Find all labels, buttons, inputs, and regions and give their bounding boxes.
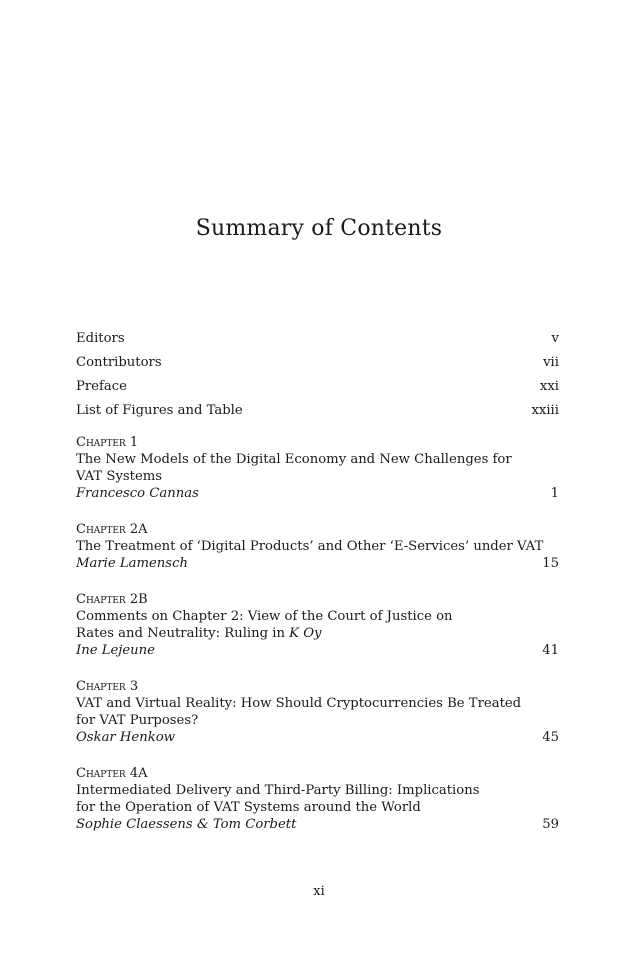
chapter-author: Ine Lejeune bbox=[76, 643, 155, 658]
chapter-title: VAT and Virtual Reality: How Should Cryptocurrencies Be Treated for VAT Purposes? bbox=[76, 696, 522, 728]
chapter-label: Chapter 2A bbox=[76, 522, 148, 537]
chapter-label: Chapter 2B bbox=[76, 592, 148, 607]
chapter-title: The New Models of the Digital Economy and New Challenges for VAT Systems bbox=[76, 452, 512, 484]
case-name: K Oy bbox=[289, 626, 322, 641]
page-title: Summary of Contents bbox=[195, 216, 443, 241]
chapter-title: The Treatment of ‘Digital Products’ and Other ‘E-Services’ under VAT bbox=[76, 539, 544, 554]
entry-page: vii bbox=[543, 355, 559, 370]
chapter-page: 59 bbox=[542, 817, 559, 832]
toc-entry-contributors[interactable] bbox=[76, 354, 559, 371]
chapter-page: 45 bbox=[542, 730, 559, 745]
toc-entry-preface[interactable] bbox=[76, 378, 559, 395]
entry-label: List of Figures and Table bbox=[76, 403, 243, 418]
chapter-author: Sophie Claessens & Tom Corbett bbox=[76, 817, 297, 832]
entry-label: Editors bbox=[76, 331, 125, 346]
chapter-label: Chapter 1 bbox=[76, 435, 139, 450]
toc-chapter-2b[interactable] bbox=[76, 591, 559, 659]
chapter-author: Oskar Henkow bbox=[76, 730, 175, 745]
entry-page: xxiii bbox=[531, 403, 559, 418]
chapter-label: Chapter 3 bbox=[76, 679, 139, 694]
toc-entry-list-of-figures[interactable] bbox=[76, 402, 559, 419]
toc-chapter-1[interactable] bbox=[76, 434, 559, 502]
page-number: xi bbox=[313, 884, 325, 899]
entry-label: Preface bbox=[76, 379, 127, 394]
chapter-title: Comments on Chapter 2: View of the Court of Justice on Rates and Neutrality: Ruling in K Oy bbox=[76, 609, 453, 641]
toc-chapter-2a[interactable] bbox=[76, 521, 559, 572]
chapter-page: 1 bbox=[550, 486, 559, 501]
chapter-author: Francesco Cannas bbox=[76, 486, 199, 501]
chapter-page: 15 bbox=[542, 556, 559, 571]
chapter-page: 41 bbox=[542, 643, 559, 658]
toc-entry-editors[interactable] bbox=[76, 330, 559, 347]
entry-page: v bbox=[551, 331, 559, 346]
entry-label: Contributors bbox=[76, 355, 162, 370]
chapter-title: Intermediated Delivery and Third-Party Billing: Implications for the Operation of VAT Systems around the World bbox=[76, 783, 480, 815]
toc-chapter-3[interactable] bbox=[76, 678, 559, 746]
chapter-author: Marie Lamensch bbox=[76, 556, 188, 571]
chapter-label: Chapter 4A bbox=[76, 766, 148, 781]
table-of-contents bbox=[76, 330, 559, 833]
toc-chapter-4a[interactable] bbox=[76, 765, 559, 833]
entry-page: xxi bbox=[539, 379, 559, 394]
